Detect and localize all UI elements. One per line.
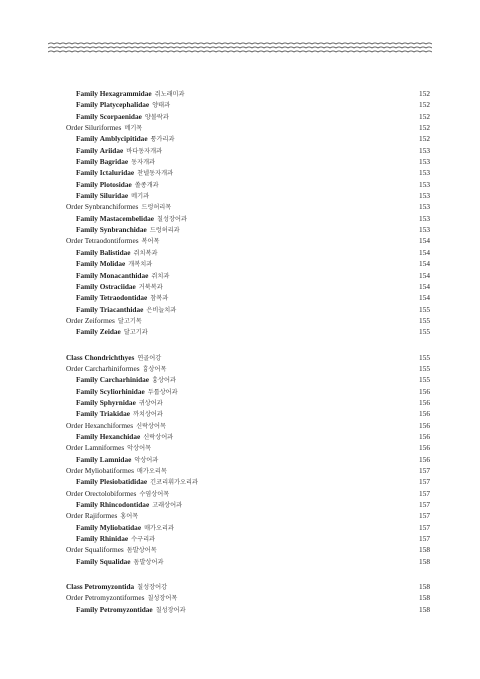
entry-latin-name: Amblycipitidae	[99, 134, 148, 144]
entry-latin-name: Triakidae	[99, 409, 130, 419]
entry-korean-name: 홍어목	[120, 513, 139, 521]
entry-rank: Order	[66, 236, 84, 246]
entry-latin-name: Orectolobiformes	[84, 488, 137, 498]
entry-korean-name: 수염상어목	[139, 490, 170, 498]
entry-page-number: 158	[419, 556, 430, 566]
entry-korean-name: 흉상어과	[152, 377, 176, 385]
entry-page-number: 155	[419, 304, 430, 314]
entry-korean-name: 귀상어과	[138, 399, 163, 407]
entry-latin-name: Hexanchidae	[99, 431, 141, 441]
toc-entry-family[interactable]	[66, 533, 430, 544]
entry-rank: Family	[76, 431, 98, 441]
entry-korean-name: 칠성장어강	[137, 584, 168, 592]
entry-page-number: 153	[419, 225, 430, 235]
entry-latin-name: Monacanthidae	[99, 270, 149, 280]
entry-latin-name: Scorpaenidae	[99, 111, 142, 121]
entry-korean-name: 개복치과	[128, 261, 153, 269]
toc-entry-family[interactable]	[66, 281, 430, 292]
entry-latin-name: Rhinidae	[99, 534, 129, 544]
entry-rank: Order	[66, 202, 84, 212]
toc-entry-family[interactable]	[66, 326, 430, 337]
entry-korean-name: 동자개과	[131, 159, 156, 167]
entry-latin-name: Hexagrammidae	[99, 89, 152, 98]
entry-page-number: 156	[419, 443, 430, 453]
entry-page-number: 153	[419, 179, 430, 189]
toc-entry-order[interactable]	[66, 442, 430, 453]
entry-rank: Family	[76, 134, 98, 144]
entry-page-number: 154	[419, 259, 430, 269]
toc-entry-family[interactable]	[66, 167, 430, 178]
entry-korean-name: 달고기목	[117, 317, 142, 325]
entry-page-number: 156	[419, 397, 430, 407]
toc-entry-family[interactable]	[66, 111, 430, 122]
entry-korean-name: 드렁허리과	[149, 227, 180, 235]
toc-entry-family[interactable]	[66, 133, 430, 144]
entry-rank: Order	[66, 123, 84, 133]
entry-page-number: 153	[419, 191, 430, 201]
entry-rank: Family	[76, 293, 98, 303]
entry-page-number: 157	[419, 511, 430, 521]
entry-korean-name: 돔발상어과	[133, 558, 164, 566]
toc-entry-family[interactable]	[66, 522, 430, 533]
toc-entry-family[interactable]	[66, 431, 430, 442]
entry-korean-name: 쥐노래미과	[154, 91, 185, 98]
entry-page-number: 152	[419, 111, 430, 121]
entry-rank: Family	[76, 191, 98, 201]
entry-page-number: 158	[419, 593, 430, 603]
toc-entry-order[interactable]	[66, 465, 430, 476]
entry-rank: Family	[76, 259, 98, 269]
entry-latin-name: Zeiformes	[84, 315, 115, 325]
entry-page-number: 158	[419, 545, 430, 555]
toc-entry-family[interactable]	[66, 408, 430, 419]
entry-rank: Order	[66, 443, 84, 453]
entry-korean-name: 쏠종개과	[134, 181, 159, 189]
entry-korean-name: 신락상어과	[143, 433, 174, 441]
section-gap	[66, 338, 430, 352]
toc-entry-family[interactable]	[66, 374, 430, 385]
entry-latin-name: Rhincodontidae	[99, 500, 150, 510]
entry-korean-name: 고래상어과	[152, 502, 183, 510]
entry-page-number: 153	[419, 145, 430, 155]
toc-entry-family[interactable]	[66, 213, 430, 224]
entry-rank: Family	[76, 111, 98, 121]
entry-rank: Family	[76, 386, 98, 396]
toc-entry-order[interactable]	[66, 510, 430, 521]
toc-entry-order[interactable]	[66, 420, 430, 431]
toc-entry-class[interactable]	[66, 352, 430, 363]
entry-korean-name: 칠성장어목	[147, 595, 178, 603]
entry-latin-name: Rajiformes	[84, 511, 118, 521]
toc-entry-family[interactable]	[66, 270, 430, 281]
entry-rank: Order	[66, 315, 84, 325]
entry-page-number: 157	[419, 466, 430, 475]
entry-latin-name: Mastacembelidae	[99, 213, 155, 223]
entry-page-number: 157	[419, 477, 430, 487]
entry-latin-name: Tetraodontidae	[99, 293, 148, 303]
entry-korean-name: 복어목	[141, 238, 160, 246]
toc-entry-order[interactable]	[66, 201, 430, 212]
entry-page-number: 155	[419, 363, 430, 373]
entry-latin-name: Myliobatidae	[99, 522, 142, 532]
entry-page-number: 156	[419, 431, 430, 441]
entry-latin-name: Carcharhiniformes	[84, 363, 140, 373]
entry-latin-name: Ictaluridae	[99, 168, 135, 178]
entry-page-number: 156	[419, 409, 430, 419]
section-gap	[66, 567, 430, 581]
entry-rank: Family	[76, 454, 98, 464]
toc-entry-order[interactable]	[66, 544, 430, 555]
entry-korean-name: 신락상어목	[136, 422, 166, 430]
entry-korean-name: 칠성장어과	[157, 215, 187, 223]
entry-latin-name: Myliobatiformes	[84, 466, 134, 475]
entry-latin-name: Plesiobatididae	[99, 477, 148, 487]
entry-latin-name: Petromyzontiformes	[84, 593, 145, 603]
entry-page-number: 153	[419, 157, 430, 167]
entry-rank: Family	[76, 179, 98, 189]
entry-page-number: 154	[419, 270, 430, 280]
entry-page-number: 157	[419, 522, 430, 532]
entry-korean-name: 연골어강	[137, 354, 162, 362]
entry-korean-name: 까치상어과	[133, 411, 163, 419]
toc-entry-family[interactable]	[66, 292, 430, 303]
entry-korean-name: 바다동자개과	[126, 147, 163, 155]
toc-entry-class[interactable]	[66, 581, 430, 592]
entry-page-number: 158	[419, 582, 430, 592]
entry-latin-name: Bagridae	[99, 157, 129, 167]
entry-rank: Order	[66, 363, 84, 373]
toc-entry-family[interactable]	[66, 156, 430, 167]
toc-entry-family[interactable]	[66, 224, 430, 235]
entry-rank: Family	[76, 375, 98, 385]
entry-rank: Family	[76, 327, 98, 337]
entry-korean-name: 긴코리휘가오리과	[150, 479, 198, 487]
entry-latin-name: Balistidae	[99, 247, 131, 257]
entry-page-number: 153	[419, 202, 430, 212]
entry-korean-name: 은비늘치과	[146, 306, 177, 314]
entry-page-number: 158	[419, 604, 430, 614]
toc-entry-family[interactable]	[66, 145, 430, 156]
toc-entry-order[interactable]	[66, 235, 430, 246]
entry-rank: Family	[76, 304, 98, 314]
entry-latin-name: Sphyrnidae	[99, 397, 136, 407]
entry-rank: Family	[76, 247, 98, 257]
toc-entry-family[interactable]	[66, 454, 430, 465]
entry-korean-name: 매가오리목	[136, 468, 167, 475]
entry-latin-name: Siluriformes	[84, 123, 122, 133]
entry-page-number: 152	[419, 89, 430, 98]
toc-entry-family[interactable]	[66, 556, 430, 567]
toc-entry-family[interactable]	[66, 604, 430, 615]
toc-entry-family[interactable]	[66, 190, 430, 201]
entry-korean-name: 거북복과	[138, 283, 163, 291]
entry-rank: Family	[76, 604, 98, 614]
wave-ornament	[48, 41, 432, 55]
entry-korean-name: 찬넬동자개과	[137, 170, 174, 178]
toc-entry-family[interactable]	[66, 397, 430, 408]
entry-rank: Family	[76, 225, 98, 235]
entry-page-number: 153	[419, 213, 430, 223]
entry-latin-name: Scyliorhinidae	[99, 386, 145, 396]
entry-rank: Order	[66, 466, 84, 475]
entry-page-number: 152	[419, 134, 430, 144]
toc-entry-family[interactable]	[66, 99, 430, 110]
entry-latin-name: Petromyzontidae	[99, 604, 153, 614]
entry-korean-name: 악상어목	[127, 445, 152, 453]
entry-latin-name: Petromyzontida	[84, 582, 135, 592]
entry-rank: Order	[66, 488, 84, 498]
entry-rank: Class	[66, 582, 83, 592]
entry-rank: Order	[66, 593, 84, 603]
entry-korean-name: 수구리과	[131, 536, 156, 544]
toc-entry-family[interactable]	[66, 88, 430, 99]
entry-latin-name: Molidae	[99, 259, 126, 269]
entry-korean-name: 참복과	[150, 295, 169, 303]
toc-entry-family[interactable]	[66, 179, 430, 190]
entry-korean-name: 악상어과	[134, 456, 159, 464]
entry-page-number: 154	[419, 236, 430, 246]
entry-page-number: 155	[419, 352, 430, 362]
entry-page-number: 157	[419, 488, 430, 498]
entry-rank: Family	[76, 213, 98, 223]
toc-entry-family[interactable]	[66, 304, 430, 315]
entry-rank: Family	[76, 145, 98, 155]
entry-rank: Order	[66, 545, 84, 555]
entry-korean-name: 칠성장어과	[155, 606, 186, 614]
entry-korean-name: 메기목	[124, 125, 143, 133]
entry-latin-name: Zeidae	[99, 327, 121, 337]
entry-rank: Family	[76, 281, 98, 291]
entry-page-number: 152	[419, 123, 430, 133]
entry-rank: Family	[76, 270, 98, 280]
entry-latin-name: Lamnidae	[99, 454, 132, 464]
entry-rank: Family	[76, 100, 98, 110]
entry-rank: Family	[76, 477, 98, 487]
entry-rank: Family	[76, 556, 98, 566]
toc-entry-order[interactable]	[66, 363, 430, 374]
entry-page-number: 155	[419, 375, 430, 385]
entry-page-number: 154	[419, 281, 430, 291]
entry-page-number: 157	[419, 534, 430, 544]
entry-page-number: 157	[419, 500, 430, 510]
entry-latin-name: Ariidae	[99, 145, 124, 155]
entry-page-number: 156	[419, 420, 430, 430]
toc-entry-family[interactable]	[66, 247, 430, 258]
entry-rank: Family	[76, 168, 98, 178]
entry-page-number: 154	[419, 293, 430, 303]
entry-rank: Family	[76, 157, 98, 167]
entry-latin-name: Platycephalidae	[99, 100, 150, 110]
toc-entry-order[interactable]	[66, 315, 430, 326]
entry-korean-name: 메기과	[131, 193, 150, 201]
entry-latin-name: Plotosidae	[99, 179, 132, 189]
entry-rank: Family	[76, 89, 98, 98]
entry-page-number: 153	[419, 168, 430, 178]
entry-korean-name: 쥐치복과	[133, 249, 158, 257]
entry-korean-name: 흉상어목	[142, 365, 167, 373]
entry-korean-name: 두툽상어과	[147, 388, 178, 396]
entry-rank: Family	[76, 409, 98, 419]
entry-latin-name: Chondrichthyes	[84, 352, 135, 362]
entry-latin-name: Synbranchidae	[99, 225, 147, 235]
entry-page-number: 155	[419, 327, 430, 337]
toc-entry-order[interactable]	[66, 488, 430, 499]
entry-latin-name: Ostraciidae	[99, 281, 136, 291]
toc-entry-family[interactable]	[66, 476, 430, 487]
entry-latin-name: Tetraodontiformes	[84, 236, 139, 246]
entry-rank: Family	[76, 500, 98, 510]
entry-korean-name: 돔발상어목	[126, 547, 157, 555]
entry-latin-name: Hexanchiformes	[84, 420, 134, 430]
entry-rank: Family	[76, 397, 98, 407]
entry-page-number: 154	[419, 247, 430, 257]
entry-rank: Order	[66, 511, 84, 521]
entry-latin-name: Squaliformes	[84, 545, 124, 555]
entry-page-number: 155	[419, 315, 430, 325]
entry-page-number: 156	[419, 454, 430, 464]
entry-latin-name: Triacanthidae	[99, 304, 144, 314]
entry-korean-name: 드렁허리목	[141, 204, 172, 212]
entry-rank: Family	[76, 522, 98, 532]
entry-rank: Family	[76, 534, 98, 544]
toc-entry-family[interactable]	[66, 258, 430, 269]
entry-page-number: 152	[419, 100, 430, 110]
entry-latin-name: Synbranchiformes	[84, 202, 139, 212]
entry-rank: Class	[66, 352, 83, 362]
toc-entry-order[interactable]	[66, 122, 430, 133]
entry-page-number: 156	[419, 386, 430, 396]
toc-entry-order[interactable]	[66, 592, 430, 603]
entry-korean-name: 매가오리과	[144, 524, 174, 532]
entry-korean-name: 양볼락과	[144, 113, 169, 121]
toc-entry-family[interactable]	[66, 499, 430, 510]
entry-korean-name: 퉁가리과	[150, 136, 175, 144]
entry-rank: Order	[66, 420, 84, 430]
entry-latin-name: Carcharhinidae	[99, 375, 150, 385]
entry-korean-name: 양태과	[152, 102, 171, 110]
table-of-contents	[66, 88, 430, 615]
entry-latin-name: Siluridae	[99, 191, 129, 201]
entry-latin-name: Squalidae	[99, 556, 131, 566]
toc-entry-family[interactable]	[66, 386, 430, 397]
entry-latin-name: Lamniformes	[84, 443, 125, 453]
entry-korean-name: 달고기과	[123, 329, 148, 337]
entry-korean-name: 쥐치과	[151, 272, 170, 280]
